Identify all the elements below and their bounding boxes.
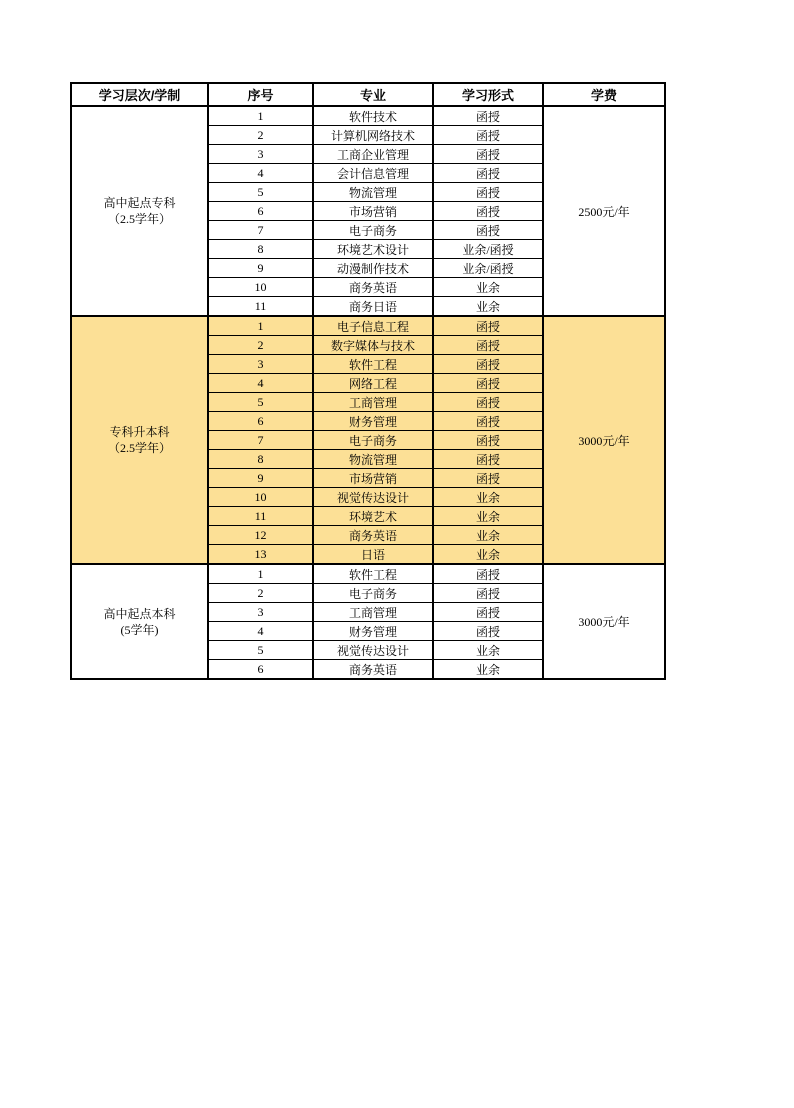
row-number-cell: 2 [208, 336, 313, 355]
row-number-cell: 8 [208, 240, 313, 259]
major-name-cell: 软件工程 [313, 564, 433, 584]
major-name-cell: 商务英语 [313, 660, 433, 680]
row-number-cell: 8 [208, 450, 313, 469]
table-row [71, 106, 665, 126]
major-name-cell: 电子商务 [313, 584, 433, 603]
major-name-cell: 日语 [313, 545, 433, 565]
row-number-cell: 6 [208, 660, 313, 680]
row-number-cell: 7 [208, 221, 313, 240]
admission-programs-table [70, 82, 666, 680]
row-number-cell: 10 [208, 488, 313, 507]
row-number-cell: 4 [208, 374, 313, 393]
major-name-cell: 环境艺术设计 [313, 240, 433, 259]
major-name-cell: 软件技术 [313, 106, 433, 126]
study-mode-cell: 业余 [433, 507, 543, 526]
major-name-cell: 动漫制作技术 [313, 259, 433, 278]
major-name-cell: 财务管理 [313, 412, 433, 431]
row-number-cell: 13 [208, 545, 313, 565]
document-page [70, 82, 666, 680]
major-name-cell: 电子商务 [313, 431, 433, 450]
row-number-cell: 4 [208, 164, 313, 183]
study-mode-cell: 业余 [433, 545, 543, 565]
row-number-cell: 1 [208, 316, 313, 336]
row-number-cell: 6 [208, 202, 313, 221]
major-name-cell: 计算机网络技术 [313, 126, 433, 145]
major-name-cell: 工商管理 [313, 603, 433, 622]
table-body [71, 106, 665, 679]
major-name-cell: 市场营销 [313, 469, 433, 488]
study-mode-cell: 函授 [433, 450, 543, 469]
row-number-cell: 1 [208, 564, 313, 584]
study-mode-cell: 函授 [433, 374, 543, 393]
major-name-cell: 工商管理 [313, 393, 433, 412]
study-level-name: 高中起点本科 [103, 606, 176, 621]
tuition-cell: 3000元/年 [543, 316, 665, 564]
row-number-cell: 9 [208, 469, 313, 488]
major-name-cell: 财务管理 [313, 622, 433, 641]
row-number-cell: 10 [208, 278, 313, 297]
row-number-cell: 3 [208, 355, 313, 374]
study-mode-cell: 函授 [433, 584, 543, 603]
study-mode-cell: 函授 [433, 202, 543, 221]
study-mode-cell: 业余 [433, 488, 543, 507]
row-number-cell: 5 [208, 641, 313, 660]
major-name-cell: 视觉传达设计 [313, 641, 433, 660]
major-name-cell: 网络工程 [313, 374, 433, 393]
major-name-cell: 数字媒体与技术 [313, 336, 433, 355]
study-mode-cell: 函授 [433, 106, 543, 126]
study-level-cell [71, 106, 208, 316]
study-mode-cell: 函授 [433, 603, 543, 622]
major-name-cell: 软件工程 [313, 355, 433, 374]
row-number-cell: 12 [208, 526, 313, 545]
major-name-cell: 物流管理 [313, 183, 433, 202]
table-row [71, 316, 665, 336]
column-header-level: 学习层次/学制 [71, 83, 208, 106]
column-header-study-mode: 学习形式 [433, 83, 543, 106]
major-name-cell: 环境艺术 [313, 507, 433, 526]
study-level-name: 高中起点专科 [103, 196, 176, 210]
tuition-cell: 2500元/年 [543, 106, 665, 316]
study-level-duration: (5学年) [120, 622, 159, 637]
row-number-cell: 1 [208, 106, 313, 126]
study-mode-cell: 业余 [433, 278, 543, 297]
table-row [71, 564, 665, 584]
study-mode-cell: 业余 [433, 660, 543, 680]
column-header-number: 序号 [208, 83, 313, 106]
row-number-cell: 11 [208, 507, 313, 526]
study-mode-cell: 函授 [433, 164, 543, 183]
study-mode-cell: 函授 [433, 126, 543, 145]
study-mode-cell: 函授 [433, 412, 543, 431]
study-level-duration: （2.5学年） [107, 441, 171, 455]
study-mode-cell: 业余 [433, 641, 543, 660]
study-mode-cell: 函授 [433, 355, 543, 374]
study-mode-cell: 函授 [433, 221, 543, 240]
major-name-cell: 电子商务 [313, 221, 433, 240]
study-level-cell [71, 564, 208, 679]
study-mode-cell: 函授 [433, 564, 543, 584]
row-number-cell: 11 [208, 297, 313, 317]
study-mode-cell: 函授 [433, 622, 543, 641]
study-mode-cell: 函授 [433, 431, 543, 450]
study-mode-cell: 函授 [433, 393, 543, 412]
major-name-cell: 工商企业管理 [313, 145, 433, 164]
study-mode-cell: 业余/函授 [433, 259, 543, 278]
study-mode-cell: 函授 [433, 469, 543, 488]
study-mode-cell: 函授 [433, 316, 543, 336]
study-level-duration: （2.5学年） [107, 212, 171, 226]
row-number-cell: 5 [208, 183, 313, 202]
major-name-cell: 商务英语 [313, 526, 433, 545]
row-number-cell: 3 [208, 145, 313, 164]
row-number-cell: 3 [208, 603, 313, 622]
row-number-cell: 4 [208, 622, 313, 641]
study-mode-cell: 业余 [433, 526, 543, 545]
row-number-cell: 2 [208, 126, 313, 145]
row-number-cell: 9 [208, 259, 313, 278]
major-name-cell: 物流管理 [313, 450, 433, 469]
major-name-cell: 会计信息管理 [313, 164, 433, 183]
row-number-cell: 7 [208, 431, 313, 450]
study-level-name: 专科升本科 [109, 425, 170, 439]
row-number-cell: 5 [208, 393, 313, 412]
study-mode-cell: 函授 [433, 145, 543, 164]
study-mode-cell: 业余/函授 [433, 240, 543, 259]
major-name-cell: 市场营销 [313, 202, 433, 221]
column-header-major: 专业 [313, 83, 433, 106]
major-name-cell: 视觉传达设计 [313, 488, 433, 507]
study-level-cell [71, 316, 208, 564]
major-name-cell: 电子信息工程 [313, 316, 433, 336]
study-mode-cell: 函授 [433, 336, 543, 355]
column-header-tuition: 学费 [543, 83, 665, 106]
major-name-cell: 商务英语 [313, 278, 433, 297]
row-number-cell: 2 [208, 584, 313, 603]
row-number-cell: 6 [208, 412, 313, 431]
table-header-row [71, 83, 665, 106]
study-mode-cell: 函授 [433, 183, 543, 202]
tuition-cell: 3000元/年 [543, 564, 665, 679]
major-name-cell: 商务日语 [313, 297, 433, 317]
study-mode-cell: 业余 [433, 297, 543, 317]
